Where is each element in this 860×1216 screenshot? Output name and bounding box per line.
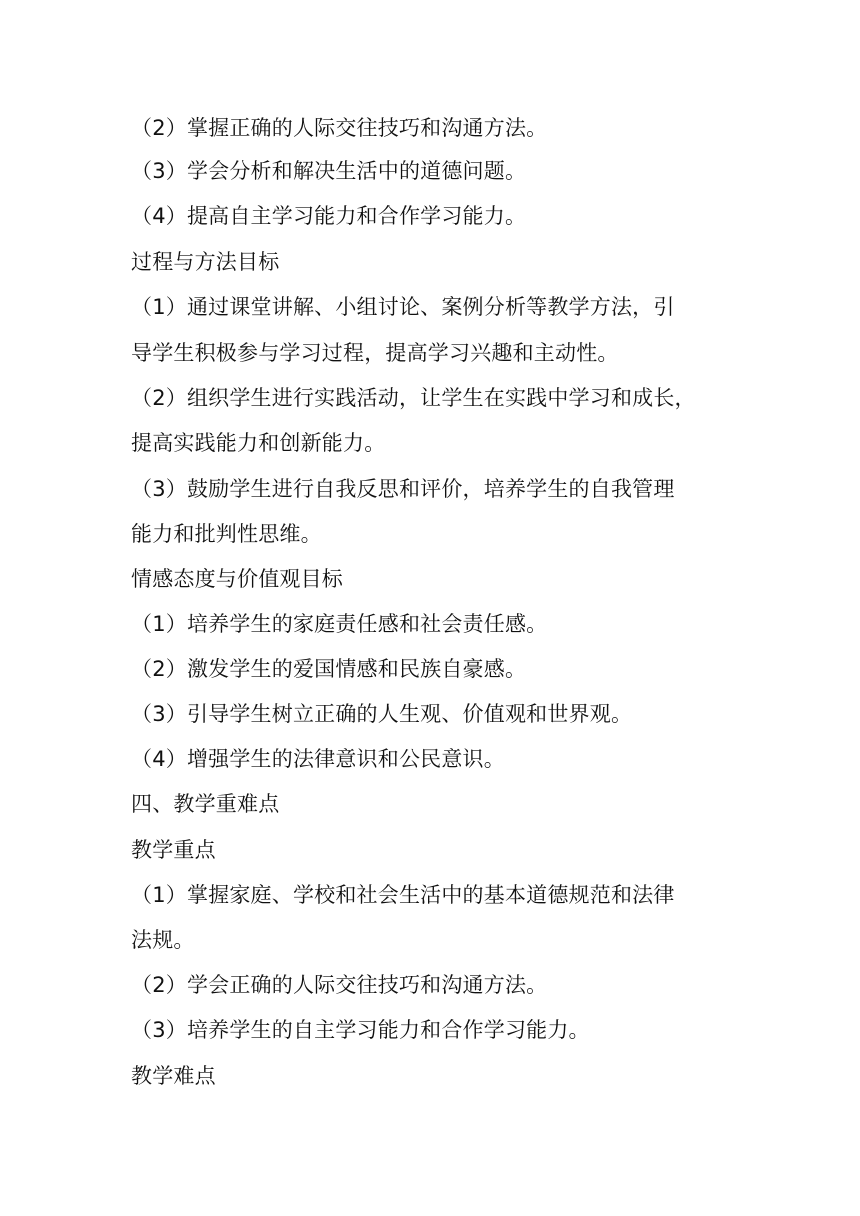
emotion-item-4: （4）增强学生的法律意识和公民意识。 [131,747,505,771]
section-heading-emotion-values: 情感态度与价值观目标 [131,567,343,591]
section-heading-process-methods: 过程与方法目标 [131,250,280,274]
process-item-3-line-1: （3）鼓励学生进行自我反思和评价，培养学生的自我管理 [131,477,675,501]
objective-item-4: （4）提高自主学习能力和合作学习能力。 [131,204,527,228]
subheading-key-points: 教学重点 [131,838,216,862]
subheading-difficult-points: 教学难点 [131,1064,216,1088]
process-item-2-line-2: 提高实践能力和创新能力。 [131,431,386,455]
key-point-3: （3）培养学生的自主学习能力和合作学习能力。 [131,1018,590,1042]
emotion-item-2: （2）激发学生的爱国情感和民族自豪感。 [131,657,527,681]
section-heading-key-difficult-points: 四、教学重难点 [131,792,280,816]
process-item-3-line-2: 能力和批判性思维。 [131,522,322,546]
process-item-1-line-1: （1）通过课堂讲解、小组讨论、案例分析等教学方法，引 [131,295,675,319]
process-item-1-line-2: 导学生积极参与学习过程，提高学习兴趣和主动性。 [131,341,619,365]
objective-item-3: （3）学会分析和解决生活中的道德问题。 [131,159,527,183]
emotion-item-3: （3）引导学生树立正确的人生观、价值观和世界观。 [131,702,633,726]
objective-item-2: （2）掌握正确的人际交往技巧和沟通方法。 [131,116,548,140]
key-point-1-line-1: （1）掌握家庭、学校和社会生活中的基本道德规范和法律 [131,883,675,907]
emotion-item-1: （1）培养学生的家庭责任感和社会责任感。 [131,612,548,636]
key-point-2: （2）学会正确的人际交往技巧和沟通方法。 [131,973,548,997]
key-point-1-line-2: 法规。 [131,928,195,952]
process-item-2-line-1: （2）组织学生进行实践活动，让学生在实践中学习和成长， [131,386,696,410]
